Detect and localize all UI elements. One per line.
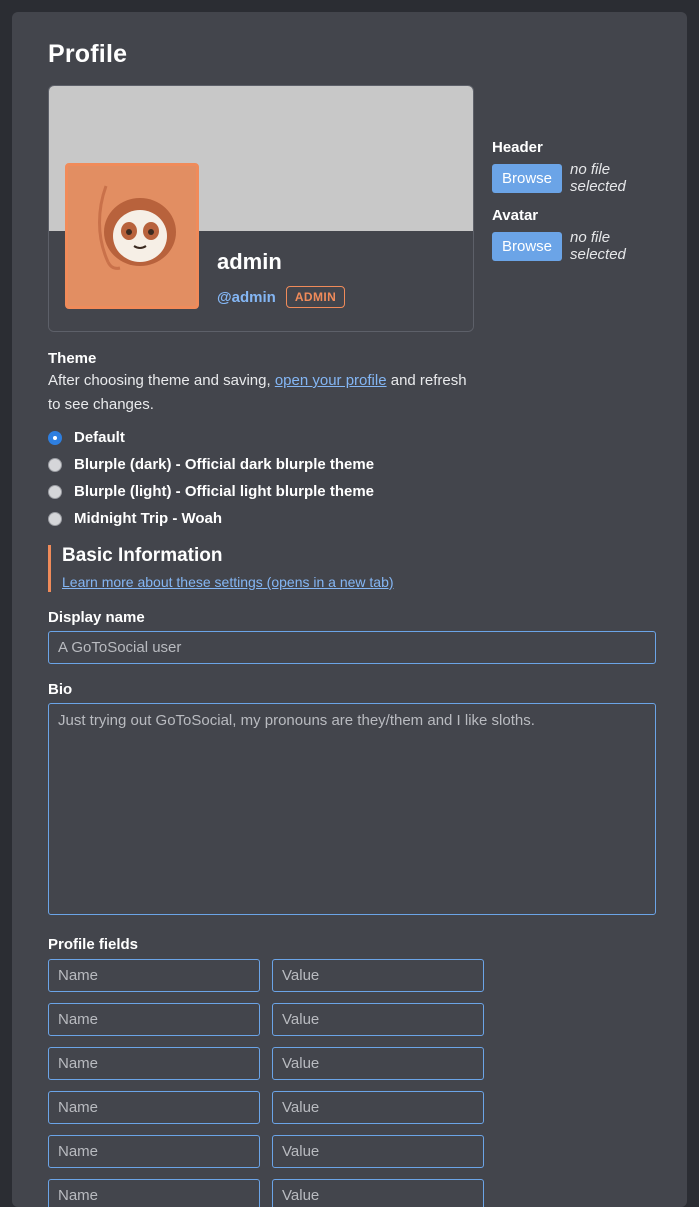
avatar-upload-label: Avatar — [492, 207, 539, 224]
profile-field-name-input[interactable] — [48, 959, 260, 992]
profile-field-row — [48, 1091, 651, 1124]
avatar-file-status: no file selected — [570, 229, 626, 263]
theme-option-label: Blurple (light) - Official light blurple theme — [74, 483, 374, 500]
theme-description-post: and refresh to see changes. — [48, 372, 467, 413]
avatar — [65, 163, 199, 309]
profile-field-value-input[interactable] — [272, 1135, 484, 1168]
header-file-status: no file selected — [570, 161, 626, 195]
bio-label: Bio — [48, 681, 73, 698]
profile-field-row — [48, 1179, 651, 1207]
sloth-avatar-icon — [68, 166, 196, 306]
theme-option-label: Midnight Trip - Woah — [74, 510, 223, 527]
profile-field-name-input[interactable] — [48, 1179, 260, 1207]
radio-icon[interactable] — [48, 512, 62, 526]
settings-content — [12, 12, 687, 1207]
basic-information-title: Basic Information — [62, 545, 223, 566]
preview-handle-link[interactable]: @admin — [217, 288, 276, 306]
profile-field-name-input[interactable] — [48, 1135, 260, 1168]
profile-field-name-input[interactable] — [48, 1091, 260, 1124]
profile-field-name-input[interactable] — [48, 1047, 260, 1080]
theme-option-blurple-light[interactable] — [48, 483, 651, 500]
avatar-upload-row — [492, 229, 651, 263]
profile-field-value-input[interactable] — [272, 1179, 484, 1207]
theme-option-default[interactable] — [48, 429, 651, 446]
theme-description-pre: After choosing theme and saving, — [48, 372, 275, 389]
theme-option-blurple-dark[interactable] — [48, 456, 651, 473]
theme-option-label: Blurple (dark) - Official dark blurple theme — [74, 456, 375, 473]
profile-preview-card — [48, 85, 474, 332]
profile-field-row — [48, 959, 651, 992]
status-badge: ADMIN — [286, 286, 345, 308]
header-browse-button[interactable]: Browse — [492, 164, 562, 193]
header-upload-label: Header — [492, 139, 543, 156]
theme-label: Theme — [48, 350, 97, 367]
page-title: Profile — [48, 40, 128, 68]
profile-field-value-input[interactable] — [272, 1091, 484, 1124]
bio-textarea[interactable] — [48, 703, 656, 915]
display-name-input[interactable] — [48, 631, 656, 664]
radio-icon[interactable] — [48, 431, 62, 445]
radio-icon[interactable] — [48, 458, 62, 472]
display-name-label: Display name — [48, 609, 145, 626]
profile-card-body — [49, 231, 473, 331]
profile-preview-row — [48, 85, 651, 332]
basic-information-section — [48, 545, 651, 592]
header-upload-row — [492, 161, 651, 195]
preview-display-name: admin — [217, 249, 282, 274]
profile-field-row — [48, 1135, 651, 1168]
settings-panel — [12, 12, 687, 1207]
open-your-profile-link[interactable]: open your profile — [274, 372, 387, 389]
file-upload-group — [492, 85, 651, 275]
radio-icon[interactable] — [48, 485, 62, 499]
profile-field-row — [48, 1003, 651, 1036]
theme-option-midnight-trip[interactable] — [48, 510, 651, 527]
theme-description — [48, 369, 478, 417]
avatar-browse-button[interactable]: Browse — [492, 232, 562, 261]
profile-field-name-input[interactable] — [48, 1003, 260, 1036]
profile-field-value-input[interactable] — [272, 1003, 484, 1036]
profile-names — [217, 249, 345, 308]
learn-more-link[interactable]: Learn more about these settings (opens in a new tab) — [62, 574, 394, 590]
theme-option-label: Default — [74, 429, 125, 446]
profile-fields-label: Profile fields — [48, 936, 139, 953]
profile-field-value-input[interactable] — [272, 959, 484, 992]
profile-field-row — [48, 1047, 651, 1080]
profile-handle-row — [217, 286, 345, 308]
profile-field-value-input[interactable] — [272, 1047, 484, 1080]
